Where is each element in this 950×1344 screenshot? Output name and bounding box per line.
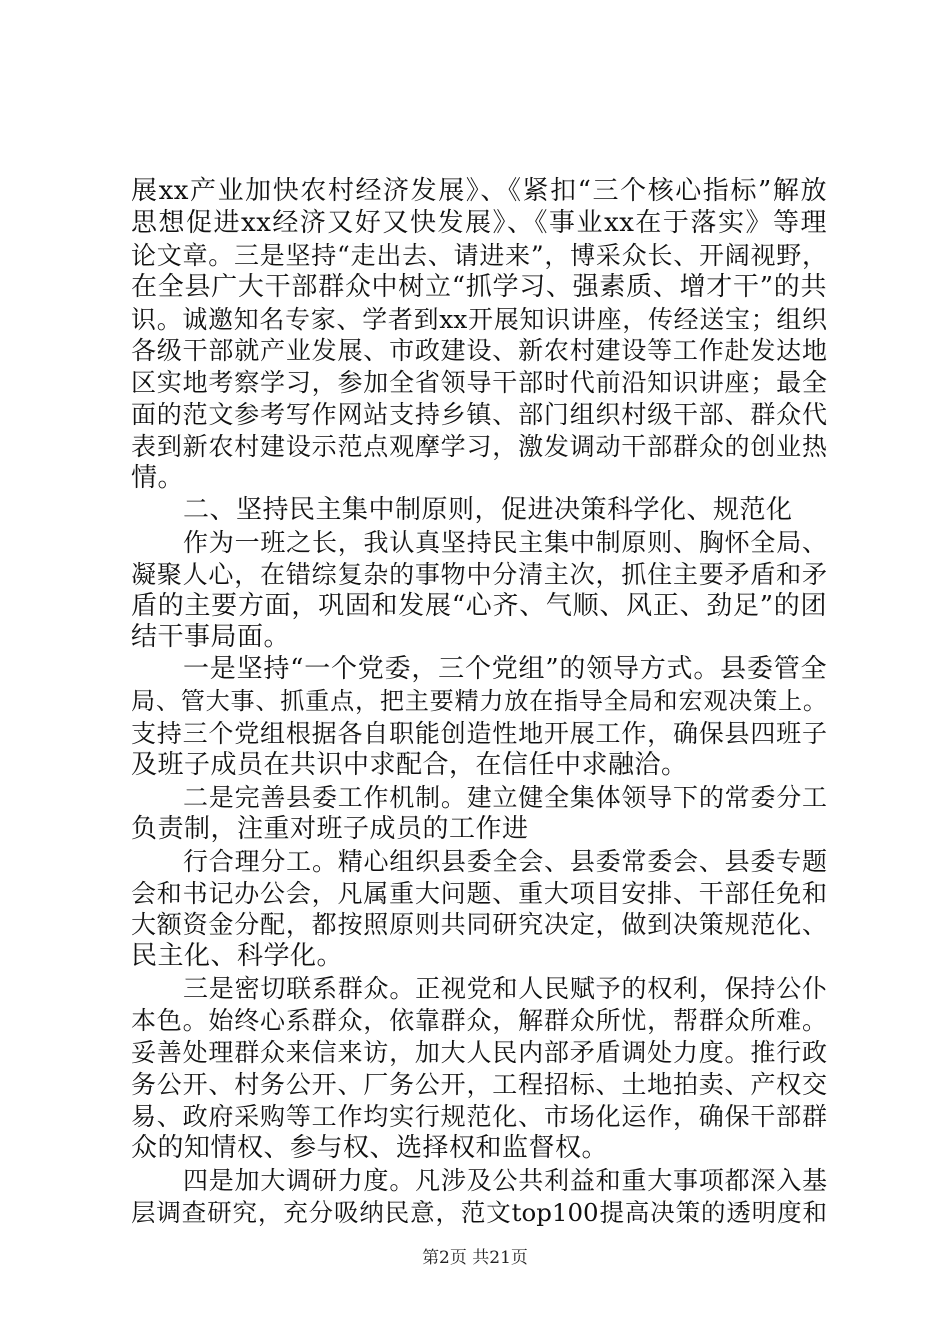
text-line: 众的知情权、参与权、选择权和监督权。 [131, 1132, 609, 1163]
page-footer: 第2页 共21页 [422, 1248, 528, 1268]
text-line: 各级干部就产业发展、市政建设、新农村建设等工作赴发达地 [131, 336, 827, 366]
text-line: 二是完善县委工作机制。建立健全集体领导下的常委分工 [183, 782, 827, 812]
text-line: 层调查研究，充分吸纳民意，范文top100提高决策的透明度和 [131, 1197, 827, 1227]
text-line: 一是坚持“一个党委，三个党组”的领导方式。县委管全 [183, 654, 827, 685]
text-line: 作为一班之长，我认真坚持民主集中制原则、胸怀全局、 [183, 527, 827, 557]
text-line: 负责制，注重对班子成员的工作进 [131, 813, 529, 844]
text-line: 结干事局面。 [131, 622, 291, 653]
text-line: 表到新农村建设示范点观摩学习，激发调动干部群众的创业热 [131, 432, 827, 462]
text-line: 识。诚邀知名专家、学者到xx开展知识讲座，传经送宝；组织 [131, 304, 827, 334]
text-line: 大额资金分配，都按照原则共同研究决定，做到决策规范化、 [131, 910, 827, 940]
text-line: 四是加大调研力度。凡涉及公共利益和重大事项都深入基 [183, 1165, 827, 1195]
text-line: 论文章。三是坚持“走出去、请进来”，博采众长、开阔视野， [131, 240, 827, 270]
text-line: 三是密切联系群众。正视党和人民赋予的权利，保持公仆 [183, 974, 827, 1004]
text-line: 盾的主要方面，巩固和发展“心齐、气顺、风正、劲足”的团 [131, 590, 827, 621]
text-line: 展xx产业加快农村经济发展》、《紧扣“三个核心指标”解放 [131, 176, 827, 206]
section-heading: 二、坚持民主集中制原则，促进决策科学化、规范化 [183, 494, 793, 525]
text-line: 面的范文参考写作网站支持乡镇、部门组织村级干部、群众代 [131, 400, 827, 430]
text-line: 局、管大事、抓重点，把主要精力放在指导全局和宏观决策上。 [131, 687, 827, 716]
text-line: 区实地考察学习，参加全省领导干部时代前沿知识讲座；最全 [131, 368, 827, 398]
text-line: 情。 [131, 463, 185, 494]
document-body [131, 176, 827, 1228]
text-line: 思想促进xx经济又好又快发展》、《事业xx在于落实》等理 [131, 207, 827, 238]
text-line: 行合理分工。精心组织县委全会、县委常委会、县委专题 [183, 846, 827, 876]
text-line: 在全县广大干部群众中树立“抓学习、强素质、增才干”的共 [131, 271, 827, 302]
text-line: 易、政府采购等工作均实行规范化、市场化运作，确保干部群 [131, 1101, 827, 1131]
text-line: 民主化、科学化。 [131, 941, 344, 972]
text-line: 凝聚人心，在错综复杂的事物中分清主次，抓住主要矛盾和矛 [131, 559, 827, 589]
text-line: 妥善处理群众来信来访，加大人民内部矛盾调处力度。推行政 [131, 1038, 827, 1068]
text-line: 务公开、村务公开、厂务公开，工程招标、土地拍卖、产权交 [131, 1069, 827, 1099]
text-line: 及班子成员在共识中求配合，在信任中求融洽。 [131, 750, 688, 781]
text-line: 会和书记办公会，凡属重大问题、重大项目安排、干部任免和 [131, 878, 827, 908]
text-line: 支持三个党组根据各自职能创造性地开展工作，确保县四班子 [131, 719, 827, 749]
text-line: 本色。始终心系群众，依靠群众，解群众所忧，帮群众所难。 [131, 1006, 827, 1036]
